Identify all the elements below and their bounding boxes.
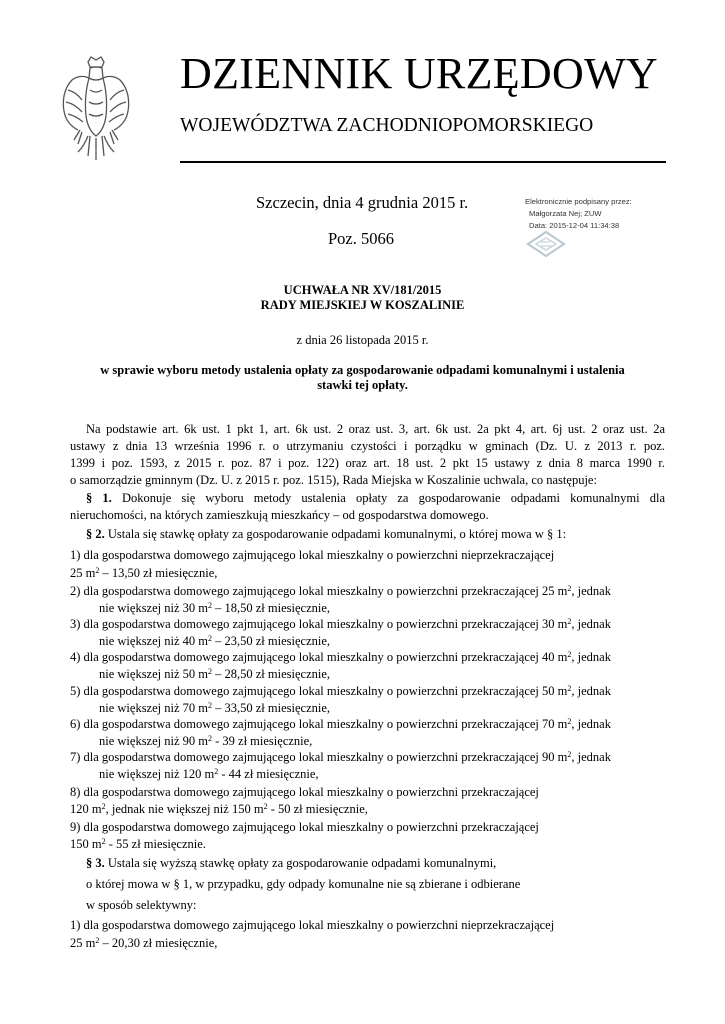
place-date: Szczecin, dnia 4 grudnia 2015 r. [256,193,469,212]
resolution-heading [0,283,725,312]
s2-item-5-line-2: nie większej niż 70 $m^2 - 33,50$ zł miesięcznie, [99,701,331,715]
journal-title: DZIENNIK URZĘDOWY [180,49,658,98]
eagle-emblem-icon [58,56,134,162]
preamble-line-3: 1399 i poz. 1593, z 2015 r. poz. 87 i poz. 122) oraz art. 18 ust. 2 pkt 15 ustawy z dnia 8 marca 1990 r. [70,456,665,470]
s2-item-3-line-1: 3) dla gospodarstwa domowego zajmującego lokal mieszkalny o powierzchni przekraczającej 30 $m^2$, jednak [70,617,611,631]
position-number: Poz. 5066 [328,229,394,248]
s2-item-1-line-1: 1) dla gospodarstwa domowego zajmującego lokal mieszkalny o powierzchni nieprzekraczającej [70,548,555,562]
section-3-line-2: o której mowa w § 1, w przypadku, gdy odpady komunalne nie są zbierane i odbierane [86,877,521,891]
s2-item-9-line-2: 150 $m^2 - 55$ zł miesięcznie. [70,837,206,851]
s2-item-6-line-1: 6) dla gospodarstwa domowego zajmującego lokal mieszkalny o powierzchni przekraczającej 70 $m^2$, jednak [70,717,611,731]
section-2-mark: § 2. [86,527,105,541]
s2-item-7-line-2: nie większej niż 120 $m^2 - 44$ zł miesięcznie, [99,767,319,781]
section-2-intro [86,527,566,542]
signature-line-2: Małgorzata Nej; ZUW [529,209,602,218]
section-3-line-1 [86,856,496,871]
preamble-line-2: ustawy z dnia 13 września 1996 r. o utrzymaniu czystości i porządku w gminach (Dz. U. z 2013 r. poz. [70,439,665,453]
s2-item-4-line-1: 4) dla gospodarstwa domowego zajmującego lokal mieszkalny o powierzchni przekraczającej 40 $m^2$, jednak [70,650,611,664]
resolution-subject [70,363,655,393]
journal-subtitle: WOJEWÓDZTWA ZACHODNIOPOMORSKIEGO [180,115,594,136]
section-3-text: Ustala się wyższą stawkę opłaty za gospodarowanie odpadami komunalnymi, [107,856,497,870]
signature-stamp-icon [526,230,566,258]
section-1-text: Dokonuje się wyboru metody ustalenia opłaty za gospodarowanie odpadami komunalnymi dla [121,491,666,505]
section-1-line-2: nieruchomości, na których zamieszkują mieszkańcy – od gospodarstwa domowego. [70,508,489,522]
s2-item-6-line-2: nie większej niż 90 $m^2 - 39$ zł miesięcznie, [99,734,313,748]
s3-item-1-line-1: 1) dla gospodarstwa domowego zajmującego lokal mieszkalny o powierzchni nieprzekraczającej [70,918,555,932]
signature-line-1: Elektronicznie podpisany przez: [525,197,632,206]
section-2-intro-text: Ustala się stawkę opłaty za gospodarowanie odpadami komunalnymi, o której mowa w § 1: [107,527,567,541]
s2-item-7-line-1: 7) dla gospodarstwa domowego zajmującego lokal mieszkalny o powierzchni przekraczającej 90 $m^2$, jednak [70,750,611,764]
subject-line-2: stawki tej opłaty. [317,378,408,392]
s2-item-2-line-1: 2) dla gospodarstwa domowego zajmującego lokal mieszkalny o powierzchni przekraczającej 25 $m^2$, jednak [70,584,611,598]
section-3-mark: § 3. [86,856,105,870]
s3-item-1-line-2: 25 $m^2 - 20,30$ zł miesięcznie, [70,936,218,950]
subject-line-1: w sprawie wyboru metody ustalenia opłaty za gospodarowanie odpadami komunalnymi i ustalenia [100,363,625,377]
s2-item-9-line-1: 9) dla gospodarstwa domowego zajmującego lokal mieszkalny o powierzchni przekraczającej [70,820,539,834]
preamble-line-4: o samorządzie gminnym (Dz. U. z 2015 r. poz. 1515), Rada Miejska w Koszalinie uchwala, co następuje: [70,473,597,487]
header-divider [180,161,666,163]
s2-item-4-line-2: nie większej niż 50 $m^2 - 28,50$ zł miesięcznie, [99,667,331,681]
s2-item-3-line-2: nie większej niż 40 $m^2 - 23,50$ zł miesięcznie, [99,634,331,648]
section-3-line-3: w sposób selektywny: [86,898,197,912]
section-1-mark: § 1. [86,491,112,505]
s2-item-8-line-1: 8) dla gospodarstwa domowego zajmującego lokal mieszkalny o powierzchni przekraczającej [70,785,539,799]
s2-item-1-line-2: 25 $m^2 - 13,50$ zł miesięcznie, [70,566,218,580]
electronic-signature [525,196,632,232]
signature-line-3: Data: 2015-12-04 11:34:38 [529,221,620,230]
resolution-date: z dnia 26 listopada 2015 r. [296,333,429,347]
resolution-body: RADY MIEJSKIEJ W KOSZALINIE [260,297,465,312]
preamble-line-1: Na podstawie art. 6k ust. 1 pkt 1, art. 6k ust. 2 oraz ust. 3, art. 6k ust. 2a pkt 4, art. 6j ust. 2 oraz ust. 2a [86,422,665,436]
section-1-line-1 [86,491,665,506]
s2-item-2-line-2: nie większej niż 30 $m^2 - 18,50$ zł miesięcznie, [99,601,331,615]
s2-item-5-line-1: 5) dla gospodarstwa domowego zajmującego lokal mieszkalny o powierzchni przekraczającej 50 $m^2$, jednak [70,684,611,698]
s2-item-8-line-2: 120 $m^2$, jednak nie większej niż 150 $m^2 - 50$ zł miesięcznie, [70,802,368,816]
resolution-number: UCHWAŁA NR XV/181/2015 [283,283,442,297]
